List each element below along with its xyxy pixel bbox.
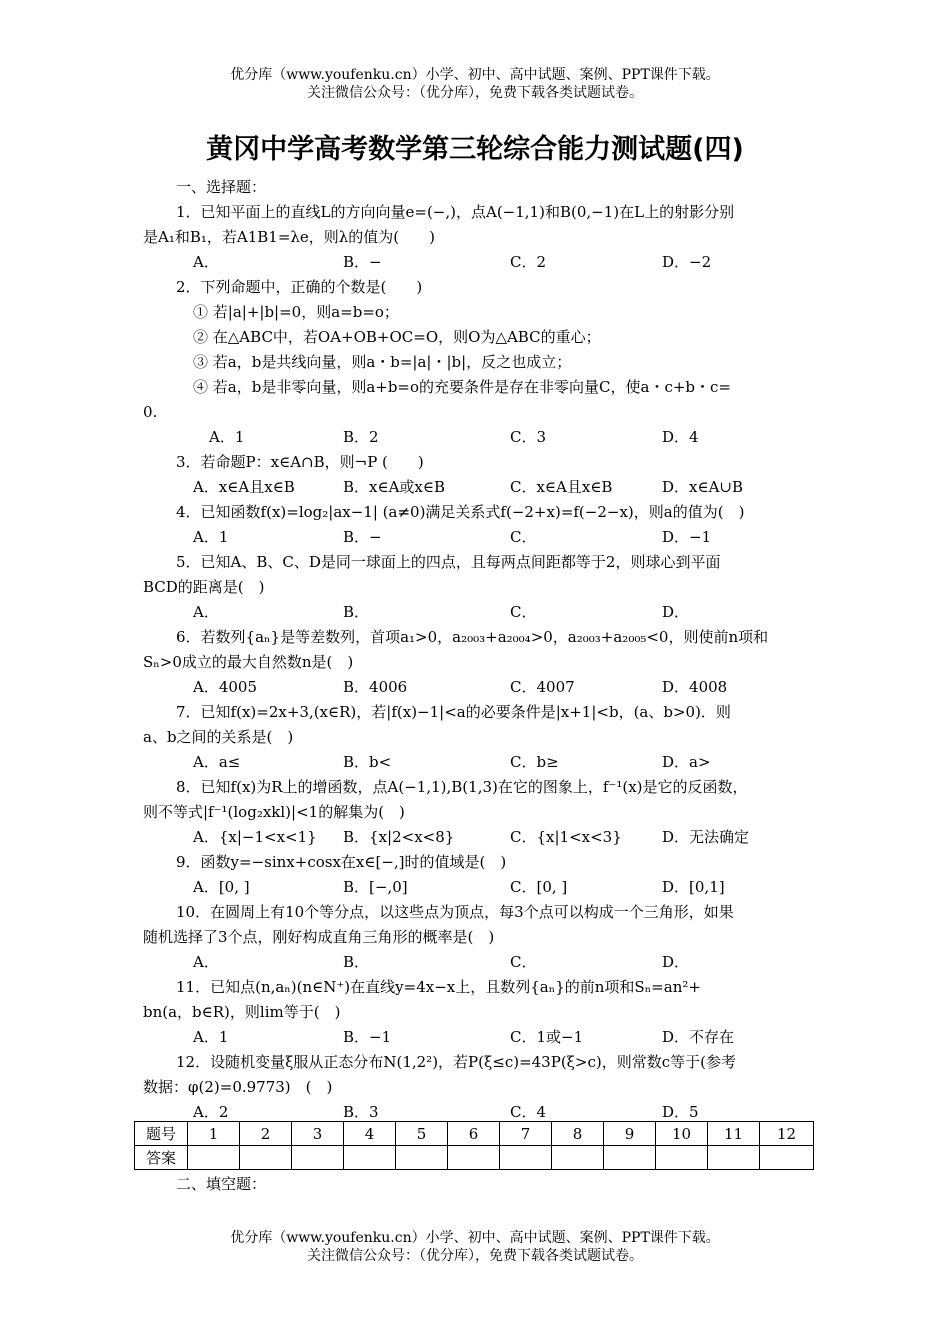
option-b: B．− — [343, 253, 382, 271]
page-footer — [0, 1229, 950, 1265]
answer-cell[interactable] — [292, 1146, 344, 1170]
row-label-number: 题号 — [135, 1122, 188, 1146]
option-d: D．4 — [662, 428, 699, 446]
option-a: A．[0, ] — [193, 878, 250, 896]
option-a: A．x∈A且x∈B — [193, 478, 295, 496]
option-a: A． — [193, 603, 219, 621]
question-2-statement-1: ① 若|a|+|b|=0，则a=b=o； — [193, 303, 399, 321]
question-2-line-1: 2．下列命题中，正确的个数是( ) — [176, 278, 423, 296]
question-10-options — [143, 950, 813, 975]
answer-cell[interactable] — [240, 1146, 292, 1170]
answer-cell[interactable] — [344, 1146, 396, 1170]
option-a: A． — [193, 953, 219, 971]
number-cell: 11 — [708, 1122, 760, 1146]
number-cell: 6 — [448, 1122, 500, 1146]
option-a: A．4005 — [193, 678, 258, 696]
question-1-line-1: 1．已知平面上的直线L的方向向量e=(−,)，点A(−1,1)和B(0,−1)在L上的射影分别 — [176, 203, 735, 221]
option-a: A． — [193, 253, 219, 271]
question-4-options — [143, 525, 813, 550]
option-b: B．b< — [343, 753, 392, 771]
option-b: B．4006 — [343, 678, 408, 696]
number-cell: 4 — [344, 1122, 396, 1146]
option-c: C．4007 — [510, 678, 575, 696]
question-2-statement-4-cont: 0. — [143, 403, 158, 421]
option-b: B． — [343, 603, 370, 621]
option-a: A．1 — [193, 528, 229, 546]
question-2-statement-2: ② 在△ABC中，若OA+OB+OC=O，则O为△ABC的重心； — [193, 328, 601, 346]
question-list — [143, 175, 813, 1125]
number-cell: 8 — [552, 1122, 604, 1146]
question-7-options — [143, 750, 813, 775]
option-c: C．2 — [510, 253, 547, 271]
option-c: C．{x|1<x<3} — [510, 828, 622, 846]
question-5-options — [143, 600, 813, 625]
option-c: C．x∈A且x∈B — [510, 478, 613, 496]
option-b: B．3 — [343, 1103, 379, 1121]
option-c: C．3 — [510, 428, 547, 446]
question-8-line-1: 8．已知f(x)为R上的增函数，点A(−1,1),B(1,3)在它的图象上，f⁻¹(x)是它的反函数， — [176, 778, 748, 796]
option-b: B．2 — [343, 428, 379, 446]
answer-cell[interactable] — [708, 1146, 760, 1170]
option-d: D． — [662, 603, 690, 621]
option-a: A．a≤ — [193, 753, 241, 771]
question-5-line-2: BCD的距离是( ) — [143, 578, 265, 596]
question-11-line-2: bn(a，b∈R)，则lim等于( ) — [143, 1003, 341, 1021]
option-b: B． — [343, 953, 370, 971]
option-b: B．x∈A或x∈B — [343, 478, 446, 496]
option-d: D．无法确定 — [662, 828, 750, 846]
question-12-line-1: 12．设随机变量ξ服从正态分布N(1,2²)，若P(ξ≤c)=43P(ξ>c)，则常数c等于(参考 — [176, 1053, 737, 1071]
number-cell: 2 — [240, 1122, 292, 1146]
question-7-line-1: 7．已知f(x)=2x+3,(x∈R)，若|f(x)−1|<a的必要条件是|x+1|<b，(a、b>0)．则 — [176, 703, 731, 721]
number-cell: 1 — [188, 1122, 240, 1146]
question-6-line-1: 6．若数列{aₙ}是等差数列，首项a₁>0，a₂₀₀₃+a₂₀₀₄>0，a₂₀₀₃+a₂₀₀₅<0，则使前n项和 — [176, 628, 769, 646]
answer-cell[interactable] — [760, 1146, 814, 1170]
option-c: C．1或−1 — [510, 1028, 584, 1046]
option-a: A．1 — [209, 428, 245, 446]
section-heading: 一、选择题： — [176, 178, 267, 196]
question-10-line-2: 随机选择了3个点，刚好构成直角三角形的概率是( ) — [143, 928, 495, 946]
answer-cell[interactable] — [552, 1146, 604, 1170]
option-d: D．x∈A∪B — [662, 478, 744, 496]
question-11-options — [143, 1025, 813, 1050]
answer-cell[interactable] — [500, 1146, 552, 1170]
number-cell: 9 — [604, 1122, 656, 1146]
option-b: B．− — [343, 528, 382, 546]
question-8-options — [143, 825, 813, 850]
number-cell: 5 — [396, 1122, 448, 1146]
question-10-line-1: 10．在圆周上有10个等分点，以这些点为顶点，每3个点可以构成一个三角形，如果 — [176, 903, 734, 921]
question-1-options — [143, 250, 813, 275]
option-c: C．4 — [510, 1103, 547, 1121]
question-9-line-1: 9．函数y=−sinx+cosx在x∈[−,]时的值域是( ) — [176, 853, 507, 871]
header-line-2: 关注微信公众号：（优分库），免费下载各类试题试卷。 — [307, 85, 643, 101]
question-2-statement-3: ③ 若a，b是共线向量，则a・b=|a|・|b|，反之也成立； — [193, 353, 572, 371]
answer-cell[interactable] — [188, 1146, 240, 1170]
answer-table — [134, 1121, 814, 1170]
number-cell: 3 — [292, 1122, 344, 1146]
question-8-line-2: 则不等式|f⁻¹(log₂xkl)|<1的解集为( ) — [143, 803, 405, 821]
page-header — [0, 66, 950, 102]
answer-cell[interactable] — [448, 1146, 500, 1170]
option-d: D．−2 — [662, 253, 712, 271]
question-2-statement-4: ④ 若a，b是非零向量，则a+b=o的充要条件是存在非零向量C，使a・c+b・c= — [193, 378, 731, 396]
question-6-options — [143, 675, 813, 700]
option-c: C． — [510, 603, 537, 621]
option-d: D．不存在 — [662, 1028, 735, 1046]
section-heading-fill-in: 二、填空题： — [176, 1175, 267, 1193]
option-a: A．2 — [193, 1103, 229, 1121]
number-cell: 10 — [656, 1122, 708, 1146]
question-11-line-1: 11．已知点(n,aₙ)(n∈N⁺)在直线y=4x−x上，且数列{aₙ}的前n项和Sₙ=an²+ — [176, 978, 701, 996]
option-d: D．−1 — [662, 528, 712, 546]
question-6-line-2: Sₙ>0成立的最大自然数n是( ) — [143, 653, 354, 671]
question-5-line-1: 5．已知A、B、C、D是同一球面上的四点，且每两点间距都等于2，则球心到平面 — [176, 553, 721, 571]
option-d: D．5 — [662, 1103, 699, 1121]
question-7-line-2: a、b之间的关系是( ) — [143, 728, 294, 746]
answer-cell[interactable] — [656, 1146, 708, 1170]
option-c: C．b≥ — [510, 753, 559, 771]
question-9-options — [143, 875, 813, 900]
option-a: A．1 — [193, 1028, 229, 1046]
option-b: B．{x|2<x<8} — [343, 828, 455, 846]
option-c: C． — [510, 528, 537, 546]
option-b: B．[−,0] — [343, 878, 408, 896]
answer-cell[interactable] — [396, 1146, 448, 1170]
answer-table-answer-row — [135, 1146, 814, 1170]
option-d: D． — [662, 953, 690, 971]
option-b: B．−1 — [343, 1028, 392, 1046]
question-4-line-1: 4．已知函数f(x)=log₂|ax−1| (a≠0)满足关系式f(−2+x)=f(−2−x)，则a的值为( ) — [176, 503, 745, 521]
number-cell: 12 — [760, 1122, 814, 1146]
option-d: D．4008 — [662, 678, 728, 696]
option-c: C． — [510, 953, 537, 971]
question-2-options — [143, 425, 813, 450]
header-line-1: 优分库（www.youfenku.cn）小学、初中、高中试题、案例、PPT课件下载。 — [230, 67, 720, 83]
question-3-options — [143, 475, 813, 500]
footer-line-2: 关注微信公众号：（优分库），免费下载各类试题试卷。 — [307, 1248, 643, 1264]
option-d: D．[0,1] — [662, 878, 725, 896]
number-cell: 7 — [500, 1122, 552, 1146]
footer-line-1: 优分库（www.youfenku.cn）小学、初中、高中试题、案例、PPT课件下载。 — [230, 1230, 720, 1246]
question-3-line-1: 3．若命题P：x∈A∩B，则¬P ( ) — [176, 453, 424, 471]
option-a: A．{x|−1<x<1} — [193, 828, 317, 846]
answer-table-number-row — [135, 1122, 814, 1146]
option-d: D．a> — [662, 753, 711, 771]
option-c: C．[0, ] — [510, 878, 568, 896]
page-title: 黄冈中学高考数学第三轮综合能力测试题(四) — [206, 134, 744, 165]
row-label-answer: 答案 — [135, 1146, 188, 1170]
question-12-line-2: 数据：φ(2)=0.9773) ( ) — [143, 1078, 333, 1096]
question-1-line-2: 是A₁和B₁，若A1B1=λe，则λ的值为( ) — [143, 228, 435, 246]
answer-cell[interactable] — [604, 1146, 656, 1170]
